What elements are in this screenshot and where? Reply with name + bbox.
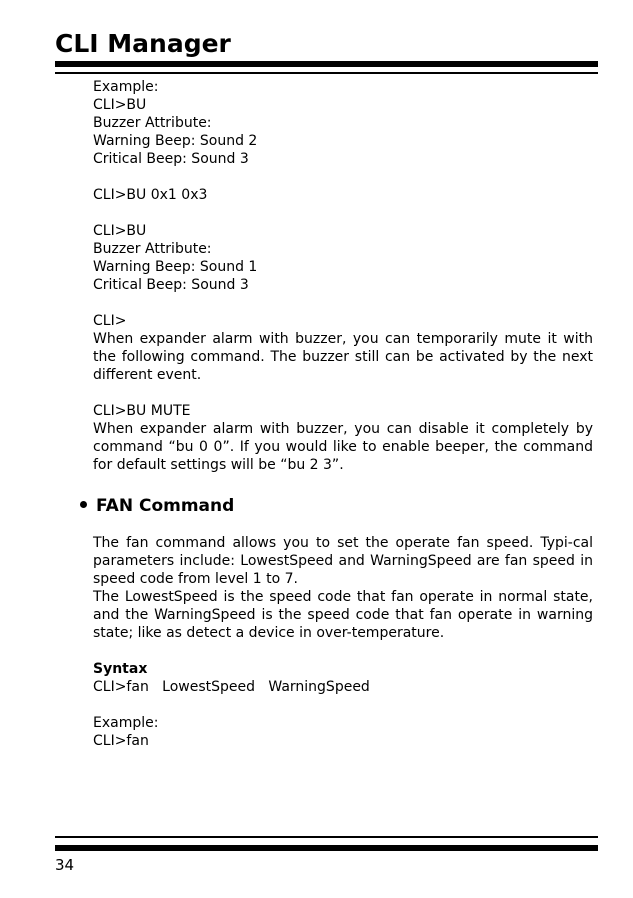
text-line: Critical Beep: Sound 3 bbox=[93, 277, 249, 293]
header-rule-thick bbox=[55, 61, 598, 67]
text-line: CLI>BU 0x1 0x3 bbox=[93, 187, 208, 203]
text-line: CLI>BU MUTE bbox=[93, 403, 191, 419]
example-label: Example: bbox=[93, 715, 159, 731]
header-rule-thin bbox=[55, 72, 598, 74]
paragraph: The fan command allows you to set the operate fan speed. Typi-cal parameters include: LowestSpeed and WarningSpeed are fan speed in speed code from level 1 to 7. bbox=[93, 535, 593, 587]
footer-rule-thick bbox=[55, 845, 598, 851]
buzzer-examples bbox=[93, 78, 593, 474]
bullet-icon bbox=[80, 501, 87, 508]
syntax-label: Syntax bbox=[93, 661, 148, 677]
text-line: Warning Beep: Sound 2 bbox=[93, 133, 258, 149]
text-line: CLI> bbox=[93, 313, 127, 329]
text-line: Warning Beep: Sound 1 bbox=[93, 259, 258, 275]
text-line: Critical Beep: Sound 3 bbox=[93, 151, 249, 167]
footer-rule-thin bbox=[55, 836, 598, 838]
paragraph: When expander alarm with buzzer, you can disable it completely by command “bu 0 0”. If you would like to enable beeper, the command for default settings will be “bu 2 3”. bbox=[93, 421, 593, 473]
text-line: CLI>BU bbox=[93, 223, 147, 239]
text-line: CLI>BU bbox=[93, 97, 147, 113]
text-line: Example: bbox=[93, 79, 159, 95]
section-heading-text: FAN Command bbox=[96, 496, 235, 516]
paragraph: When expander alarm with buzzer, you can temporarily mute it with the following command. The buzzer still can be activated by the next different event. bbox=[93, 331, 593, 383]
example-line: CLI>fan bbox=[93, 733, 149, 749]
syntax-line: CLI>fan LowestSpeed WarningSpeed bbox=[93, 679, 370, 695]
fan-section-body bbox=[93, 534, 593, 750]
page-title: CLI Manager bbox=[55, 29, 231, 58]
page-number: 34 bbox=[55, 856, 75, 874]
paragraph: The LowestSpeed is the speed code that fan operate in normal state, and the WarningSpeed is the speed code that fan operate in warning state; like as detect a device in over-temperature. bbox=[93, 589, 593, 641]
text-line: Buzzer Attribute: bbox=[93, 115, 212, 131]
text-line: Buzzer Attribute: bbox=[93, 241, 212, 257]
fan-command-heading bbox=[80, 495, 234, 517]
